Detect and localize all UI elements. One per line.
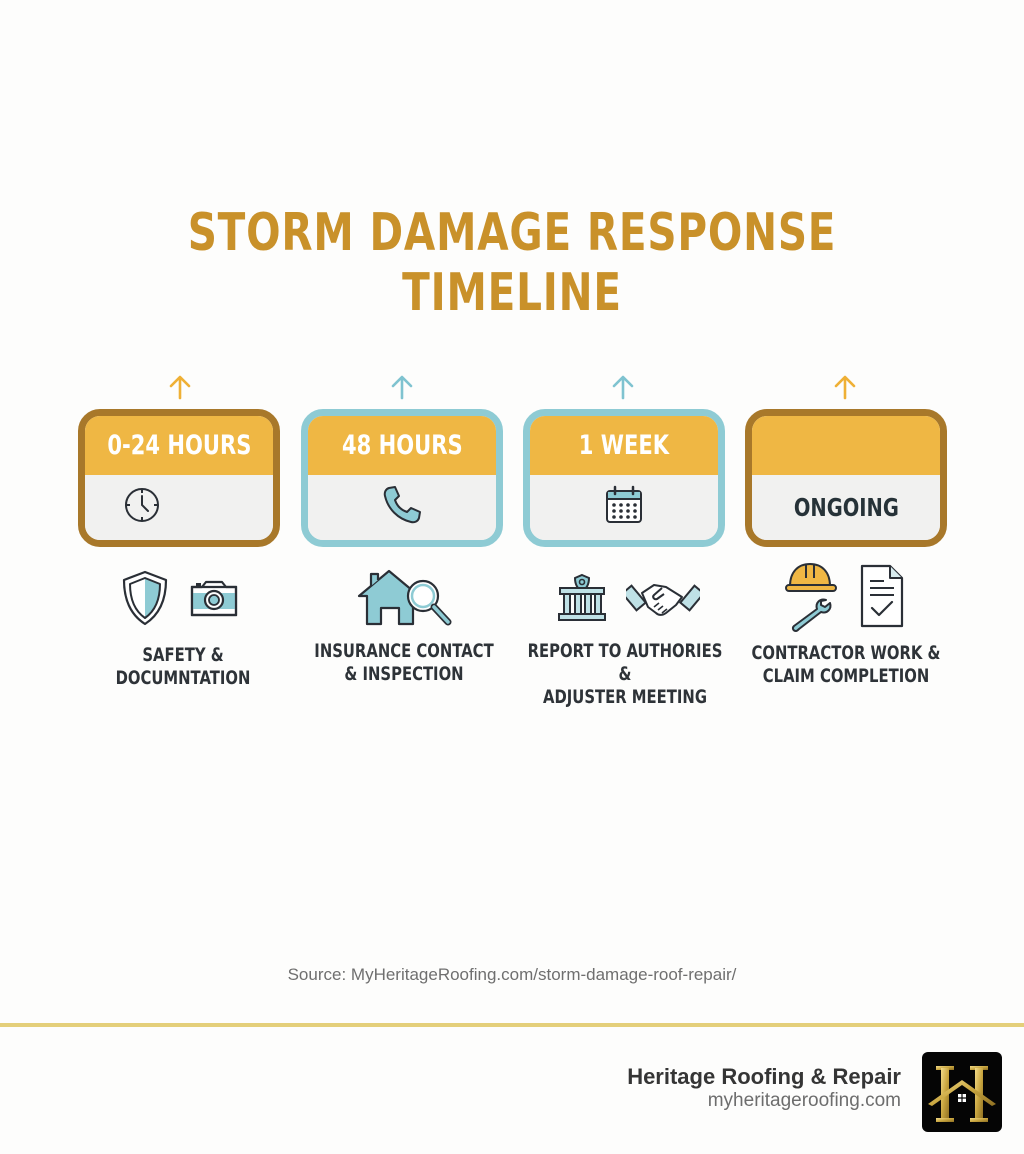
government-building-icon (556, 572, 608, 624)
stage-card-0-24-hours (78, 409, 280, 547)
brand-url: myheritageroofing.com (707, 1090, 901, 1111)
caption-line: ADJUSTER MEETING (543, 686, 707, 708)
stage-caption-insurance (303, 640, 506, 686)
stage-card-1-week (523, 409, 725, 547)
stage-card-body (85, 475, 273, 540)
phone-icon (380, 483, 424, 532)
stage-caption-authorities (524, 640, 727, 709)
stage-card-body (752, 475, 940, 540)
calendar-icon (604, 485, 644, 530)
stage-caption-safety (82, 644, 285, 690)
stage-card-header (530, 416, 718, 475)
document-check-icon (858, 563, 906, 629)
caption-line: SAFETY & DOCUMNTATION (115, 644, 251, 689)
heritage-logo-icon (922, 1052, 1002, 1132)
stage-time-label: 1 WEEK (578, 430, 670, 461)
caption-line: & INSPECTION (344, 663, 464, 685)
stage-time-label: 48 HOURS (341, 430, 463, 461)
up-arrow-icon (832, 374, 858, 400)
stage-time-label: 0-24 HOURS (106, 430, 252, 461)
house-search-icon (355, 566, 455, 630)
stage-ongoing-label: ONGOING (793, 493, 899, 522)
stage-caption-contractor (745, 642, 948, 688)
page-title: STORM DAMAGE RESPONSE TIMELINE (187, 203, 837, 323)
brand-block (627, 1064, 901, 1112)
caption-line: REPORT TO AUTHORIES & (527, 640, 723, 685)
clock-icon (123, 486, 161, 529)
up-arrow-icon (389, 374, 415, 400)
stage-icons-safety (100, 560, 260, 635)
source-citation: Source: MyHeritageRoofing.com/storm-damage-roof-repair/ (287, 965, 737, 984)
footer-divider (0, 1023, 1024, 1027)
caption-line: CLAIM COMPLETION (762, 665, 930, 687)
stage-icons-insurance (330, 560, 480, 635)
caption-line: CONTRACTOR WORK & (751, 642, 941, 664)
stage-card-header (85, 416, 273, 475)
stage-icons-contractor (765, 556, 925, 636)
stage-card-body (308, 475, 496, 540)
stage-card-body (530, 475, 718, 540)
hard-hat-wrench-icon (784, 558, 840, 634)
up-arrow-icon (167, 374, 193, 400)
stage-card-header (752, 416, 940, 475)
stage-card-48-hours (301, 409, 503, 547)
handshake-icon (626, 573, 700, 623)
brand-name: Heritage Roofing & Repair (627, 1064, 901, 1089)
stage-card-ongoing (745, 409, 947, 547)
up-arrow-icon (610, 374, 636, 400)
caption-line: INSURANCE CONTACT (314, 640, 494, 662)
stage-card-header (308, 416, 496, 475)
camera-icon (188, 578, 240, 618)
shield-icon (120, 569, 170, 627)
stage-icons-authorities (545, 560, 710, 635)
